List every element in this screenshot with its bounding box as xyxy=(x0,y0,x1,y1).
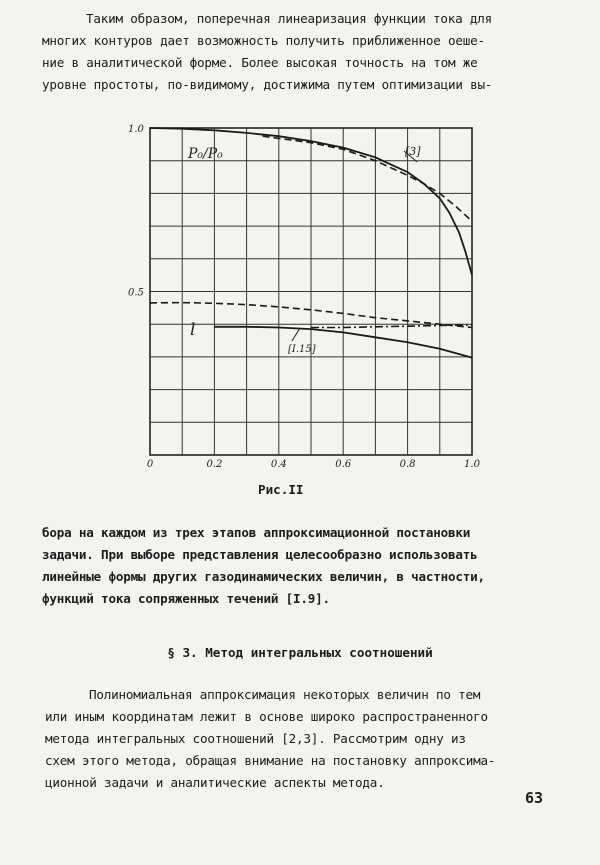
text-line: ционной задачи и аналитические аспекты метода. xyxy=(45,775,385,790)
x-tick-label: 0.6 xyxy=(335,459,352,470)
text-line: Таким образом, поперечная линеаризация функции тока для xyxy=(86,11,493,26)
text-line: ние в аналитической форме. Более высокая точность на том же xyxy=(42,55,478,70)
x-tick-label: 0.8 xyxy=(399,459,416,470)
series-label-ref-1-15: [I.15] xyxy=(288,344,316,355)
page-number: 63 xyxy=(525,789,544,807)
text-line: многих контуров дает возможность получить приближенное оеше- xyxy=(42,33,485,48)
text-line: или иным координатам лежит в основе широко распространенного xyxy=(45,709,488,724)
text-line: Полиномиальная аппроксимация некоторых величин по тем xyxy=(89,687,481,702)
text-line: схем этого метода, обращая внимание на постановку аппроксима- xyxy=(45,753,496,768)
chart-grid xyxy=(150,128,472,455)
y-tick-label: 1.0 xyxy=(128,124,144,135)
text-line: линейные формы других газодинамических величин, в частности, xyxy=(42,569,485,584)
series-label-ref-3: [3] xyxy=(405,145,421,158)
text-line: уровне простоты, по-видимому, достижима путем оптимизации вы- xyxy=(42,77,493,92)
paragraph-continuation xyxy=(42,522,485,610)
x-tick-label: 0.4 xyxy=(270,459,287,470)
text-line: функций тока сопряженных течений [I.9]. xyxy=(42,591,330,606)
chart-ticks xyxy=(128,124,481,470)
series-label-pressure: P₀/P₀ xyxy=(188,146,223,162)
section-heading: § 3. Метод интегральных соотношений xyxy=(167,645,433,660)
series-line xyxy=(263,136,472,221)
ref-1-15-leader xyxy=(292,328,300,341)
text-line: задачи. При выборе представления целесообразно использовать xyxy=(42,547,478,562)
chart-labels xyxy=(187,145,421,355)
series-label-l: l xyxy=(190,320,196,340)
text-line: бора на каждом из трех этапов аппроксимационной постановки xyxy=(42,525,471,540)
x-tick-label: 0.2 xyxy=(206,459,223,470)
text-line: метода интегральных соотношений [2,3]. Рассмотрим одну из xyxy=(45,731,466,746)
paragraph-method xyxy=(45,684,495,794)
x-tick-label: 1.0 xyxy=(464,459,480,470)
x-tick-label: 0 xyxy=(146,459,154,470)
y-tick-label: 0.5 xyxy=(128,287,144,299)
figure-caption: Рис.II xyxy=(258,482,304,497)
